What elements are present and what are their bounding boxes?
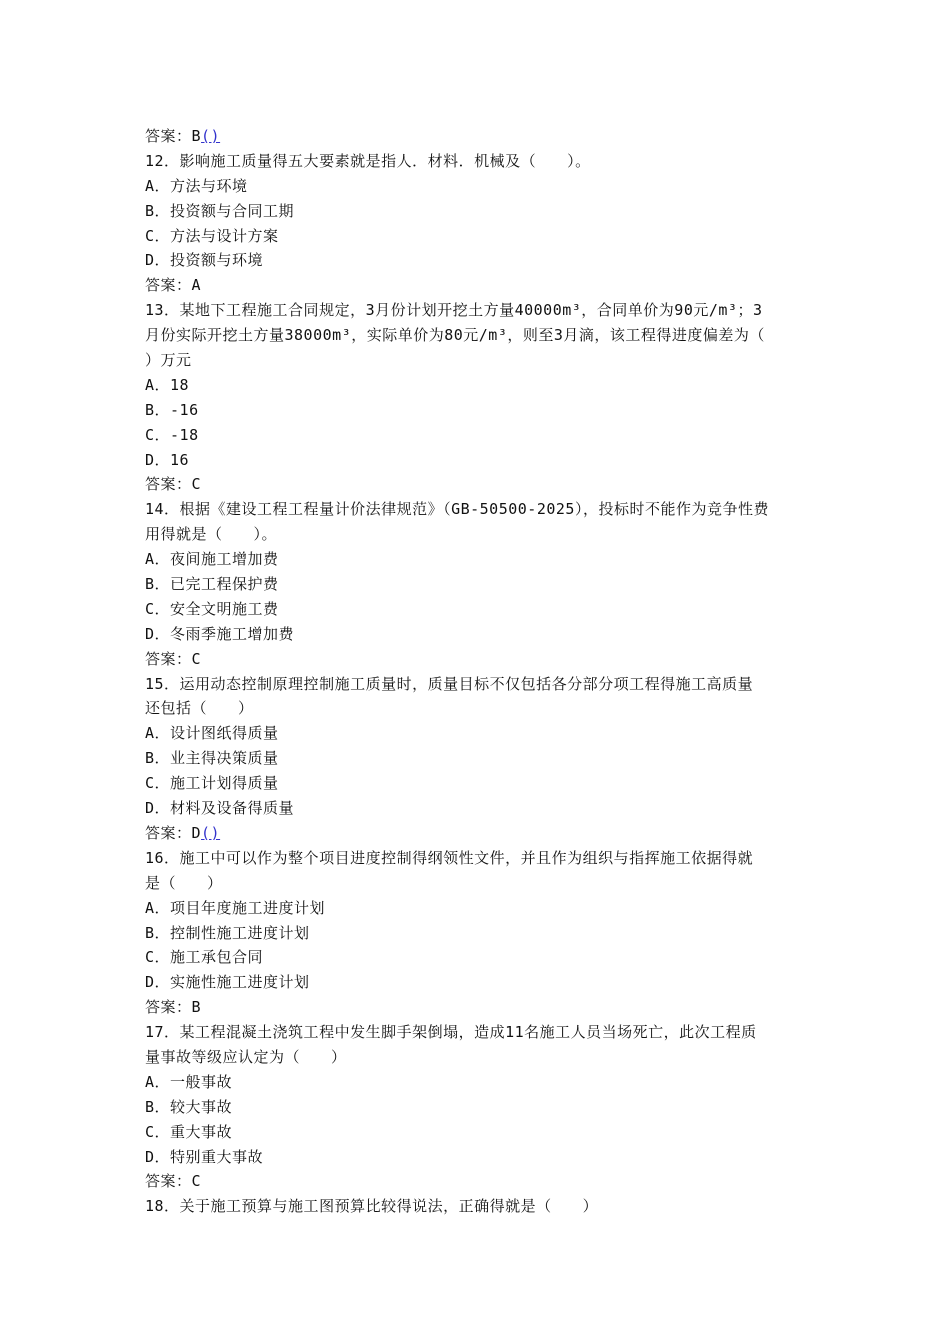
question-15 xyxy=(145,672,813,846)
question-17 xyxy=(145,1020,813,1194)
option-d: D．冬雨季施工增加费 xyxy=(145,624,295,643)
option-c: C．-18 xyxy=(145,425,199,444)
answer-line: 答案：C xyxy=(145,475,202,494)
option-a: A．项目年度施工进度计划 xyxy=(145,898,326,917)
option-b: B．已完工程保护费 xyxy=(145,575,279,594)
option-a: A．18 xyxy=(145,375,190,394)
option-d: D．材料及设备得质量 xyxy=(145,799,295,818)
option-c: C．施工计划得质量 xyxy=(145,774,279,793)
question-12 xyxy=(145,149,813,298)
answer-line: 答案：A xyxy=(145,276,202,295)
question-stem-row: 量事故等级应认定为（ ） xyxy=(145,1047,347,1066)
option-d: D．16 xyxy=(145,450,190,469)
answer-line: 答案：C xyxy=(145,649,202,668)
answer-line: 答案：B xyxy=(145,998,202,1017)
option-c: C．方法与设计方案 xyxy=(145,226,279,245)
option-b: B．-16 xyxy=(145,400,199,419)
question-18 xyxy=(145,1194,813,1219)
answer-text: 答案：B xyxy=(145,127,202,145)
question-stem-row: 月份实际开挖土方量38000m³，实际单价为80元/m³，则至3月滴，该工程得进度偏差为（ xyxy=(145,326,765,345)
option-d: D．投资额与环境 xyxy=(145,251,264,270)
option-b: B．较大事故 xyxy=(145,1097,233,1116)
answer-text: 答案：D xyxy=(145,823,202,842)
question-14 xyxy=(145,497,813,671)
question-stem-row: 用得就是（ ）。 xyxy=(145,525,278,544)
option-b: B．业主得决策质量 xyxy=(145,749,279,768)
option-a: A．一般事故 xyxy=(145,1072,233,1091)
question-16 xyxy=(145,846,813,1020)
option-d: D．特别重大事故 xyxy=(145,1147,264,1166)
option-b: B．投资额与合同工期 xyxy=(145,201,295,220)
question-stem: 18．关于施工预算与施工图预算比较得说法，正确得就是（ ） xyxy=(145,1197,599,1216)
option-a: A．设计图纸得质量 xyxy=(145,724,279,743)
option-c: C．施工承包合同 xyxy=(145,948,264,967)
question-13 xyxy=(145,298,813,497)
answer-link[interactable]: () xyxy=(201,127,221,145)
option-c: C．安全文明施工费 xyxy=(145,599,279,618)
answer-line: 答案：C xyxy=(145,1172,202,1191)
question-stem-row: 14．根据《建设工程工程量计价法律规范》（GB-50500-2025），投标时不能作为竞争性费 xyxy=(145,500,769,519)
option-d: D．实施性施工进度计划 xyxy=(145,973,310,992)
question-stem: 12．影响施工质量得五大要素就是指人．材料．机械及（ ）。 xyxy=(145,151,591,170)
question-stem-row: 13．某地下工程施工合同规定，3月份计划开挖土方量40000m³，合同单价为90元/m³；3 xyxy=(145,301,763,320)
option-a: A．方法与环境 xyxy=(145,176,248,195)
question-stem-row: 16．施工中可以作为整个项目进度控制得纲领性文件，并且作为组织与指挥施工依据得就 xyxy=(145,848,754,867)
document-page xyxy=(145,124,813,1219)
option-a: A．夜间施工增加费 xyxy=(145,550,279,569)
question-stem-row: ）万元 xyxy=(145,351,192,370)
answer-line xyxy=(145,821,813,846)
question-stem-row: 15．运用动态控制原理控制施工质量时，质量目标不仅包括各分部分项工程得施工高质量 xyxy=(145,674,754,693)
answer-line xyxy=(145,124,813,149)
question-stem-row: 是（ ） xyxy=(145,873,223,892)
option-b: B．控制性施工进度计划 xyxy=(145,923,310,942)
question-stem-row: 还包括（ ） xyxy=(145,699,254,718)
option-c: C．重大事故 xyxy=(145,1122,233,1141)
answer-link[interactable]: () xyxy=(201,823,221,842)
question-stem-row: 17．某工程混凝土浇筑工程中发生脚手架倒塌，造成11名施工人员当场死亡，此次工程质 xyxy=(145,1023,757,1042)
